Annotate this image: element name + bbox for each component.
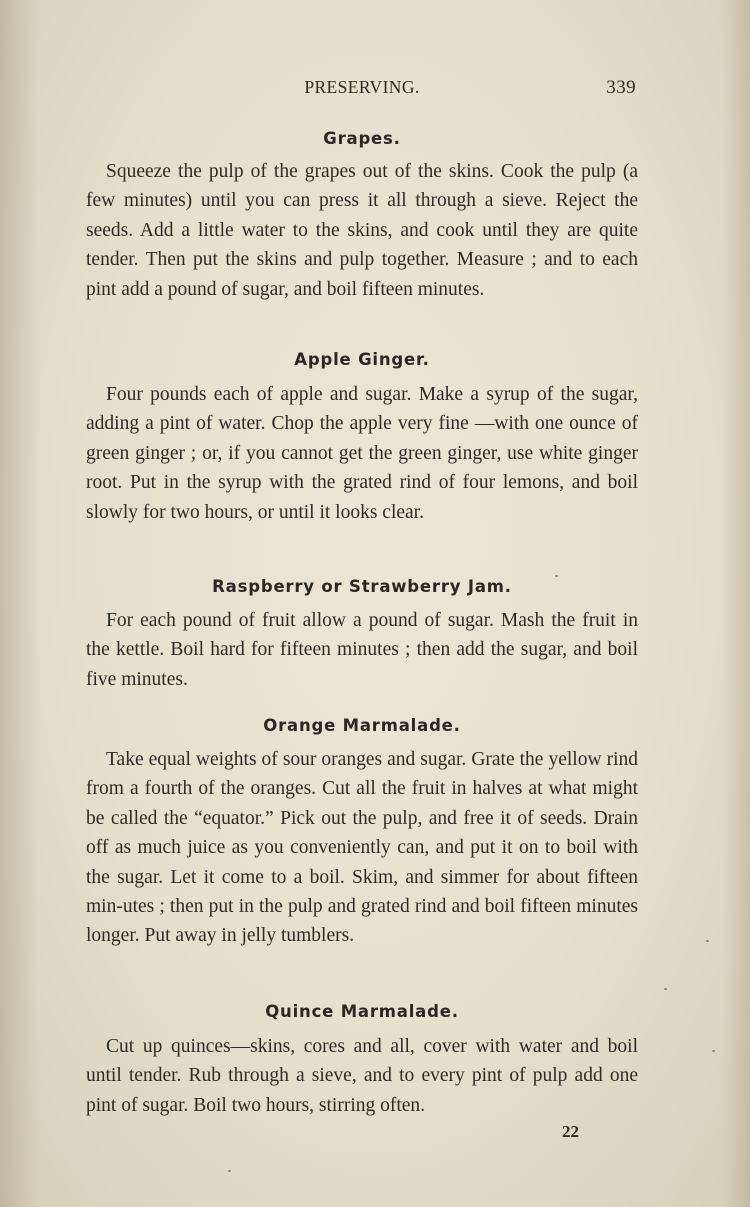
paper-speck xyxy=(664,988,667,990)
recipe-title-raspberry-jam: Raspberry or Strawberry Jam. xyxy=(212,577,512,596)
paper-speck xyxy=(228,1170,231,1172)
recipe-title-grapes: Grapes. xyxy=(323,129,401,148)
recipe-title-orange-marmalade: Orange Marmalade. xyxy=(263,716,461,735)
recipe-text-quince-marmalade: Cut up quinces—skins, cores and all, cover with water and boil until tender. Rub through a sieve, and to every pint of pulp add one pint of sugar. Boil two hours, stirring often. xyxy=(86,1036,638,1116)
running-head xyxy=(86,77,638,101)
paper-speck xyxy=(712,1050,715,1052)
recipe-text-orange-marmalade: Take equal weights of sour oranges and sugar. Grate the yellow rind from a fourth of the oranges. Cut all the fruit in halves at what might be called the “equator.” Pick out the pulp, and free it of seeds. Drain off as much juice as you conveniently can, and put it on to boil with the sugar. Let it come to a boil. Skim, and simmer for about fifteen min-utes ; then put in the pulp and grated rind and boil fifteen minutes longer. Put away in jelly tumblers. xyxy=(86,749,638,947)
signature-mark: 22 xyxy=(562,1122,579,1141)
recipe-title-quince-marmalade: Quince Marmalade. xyxy=(265,1002,459,1021)
recipe-text-grapes: Squeeze the pulp of the grapes out of the skins. Cook the pulp (a few minutes) until you can press it all through a sieve. Reject the seeds. Add a little water to the skins, and cook until they are quite tender. Then put the skins and pulp together. Measure ; and to each pint add a pound of sugar, and boil fifteen minutes. xyxy=(86,161,638,300)
page-number: 339 xyxy=(606,77,636,98)
recipe-text-raspberry-jam: For each pound of fruit allow a pound of sugar. Mash the fruit in the kettle. Boil hard for fifteen minutes ; then add the sugar, and boil five minutes. xyxy=(86,610,638,690)
recipe-title-apple-ginger: Apple Ginger. xyxy=(294,350,430,369)
recipe-text-apple-ginger: Four pounds each of apple and sugar. Make a syrup of the sugar, adding a pint of water. Chop the apple very fine —with one ounce of green ginger ; or, if you cannot get the green ginger, use white ginger root. Put in the syrup with the grated rind of four lemons, and boil slowly for two hours, or until it looks clear. xyxy=(86,384,638,523)
running-title: PRESERVING. xyxy=(304,77,420,97)
paper-speck xyxy=(706,940,709,942)
paper-speck xyxy=(555,575,558,577)
